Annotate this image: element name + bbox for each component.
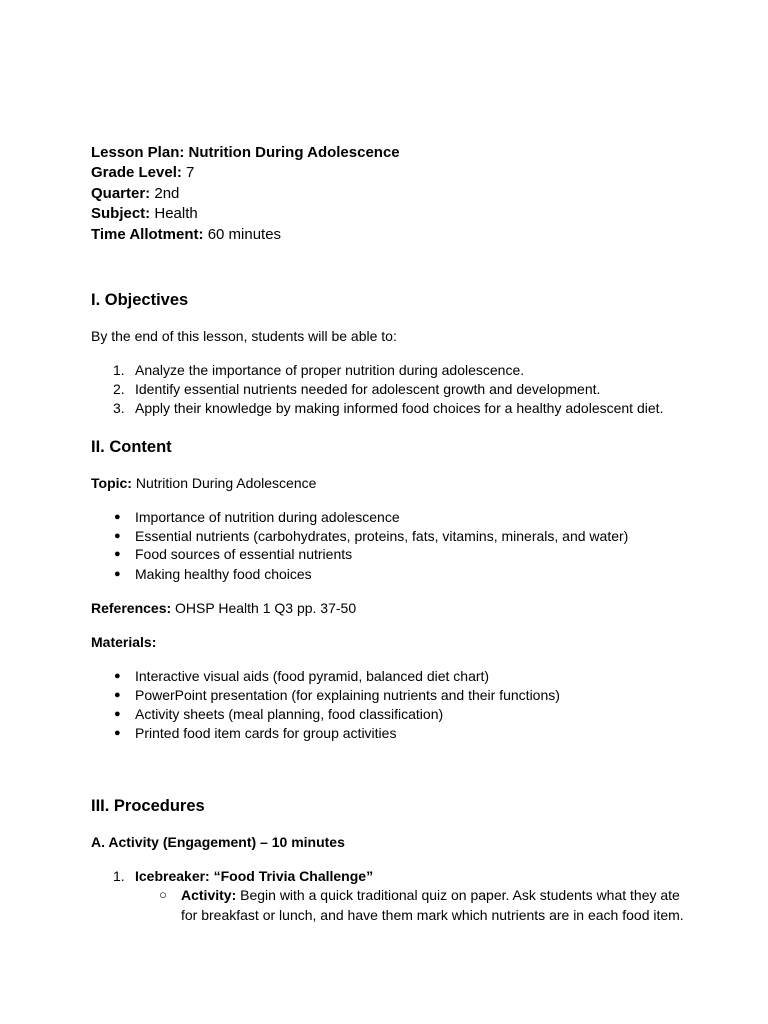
activity-description xyxy=(181,886,691,925)
bullet-icon: ● xyxy=(114,689,121,701)
subject-line xyxy=(91,204,198,224)
bullet-icon: ● xyxy=(114,568,121,580)
procedure-number: 1. xyxy=(113,868,125,884)
bullet-icon: ● xyxy=(114,708,121,720)
objective-number: 2. xyxy=(113,381,125,397)
time-allotment-label: Time Allotment: xyxy=(91,226,204,243)
bullet-icon: ● xyxy=(114,530,121,542)
objective-number: 3. xyxy=(113,400,125,416)
bullet-icon: ● xyxy=(114,727,121,739)
bullet-icon: ● xyxy=(114,511,121,523)
materials-item: PowerPoint presentation (for explaining nutrients and their functions) xyxy=(135,687,560,703)
bullet-icon: ● xyxy=(114,548,121,560)
lesson-title: Lesson Plan: Nutrition During Adolescence xyxy=(91,144,400,161)
objective-item: Analyze the importance of proper nutrition during adolescence. xyxy=(135,362,525,378)
bullet-icon: ● xyxy=(114,670,121,682)
objectives-intro: By the end of this lesson, students will be able to: xyxy=(91,328,397,344)
procedures-heading: III. Procedures xyxy=(91,797,205,815)
materials-item: Interactive visual aids (food pyramid, balanced diet chart) xyxy=(135,668,490,684)
materials-item: Printed food item cards for group activities xyxy=(135,725,397,741)
procedure-item-title: Icebreaker: “Food Trivia Challenge” xyxy=(135,868,374,884)
materials-item: Activity sheets (meal planning, food classification) xyxy=(135,706,444,722)
quarter-label: Quarter: xyxy=(91,185,151,202)
subject-label: Subject: xyxy=(91,205,151,222)
topic-line xyxy=(91,474,316,492)
materials-label: Materials: xyxy=(91,634,157,650)
topic-item: Food sources of essential nutrients xyxy=(135,546,353,562)
activity-label: Activity: xyxy=(181,887,237,903)
time-allotment-value: 60 minutes xyxy=(207,226,282,243)
quarter-line xyxy=(91,184,179,204)
subject-value: Health xyxy=(154,205,198,222)
grade-level-label: Grade Level: xyxy=(91,164,182,181)
quarter-value: 2nd xyxy=(154,185,180,202)
objective-item: Apply their knowledge by making informed food choices for a healthy adolescent diet. xyxy=(135,400,664,416)
topic-item: Importance of nutrition during adolescence xyxy=(135,509,400,525)
topic-label: Topic: xyxy=(91,475,132,491)
objective-number: 1. xyxy=(113,362,125,378)
objectives-heading: I. Objectives xyxy=(91,291,189,309)
topic-item: Essential nutrients (carbohydrates, proteins, fats, vitamins, minerals, and water) xyxy=(135,528,629,544)
references-label: References: xyxy=(91,600,172,616)
grade-level-value: 7 xyxy=(186,164,195,181)
grade-level-line xyxy=(91,163,194,183)
topic-value: Nutrition During Adolescence xyxy=(135,475,317,491)
topic-item: Making healthy food choices xyxy=(135,566,312,582)
activity-text: Begin with a quick traditional quiz on paper. Ask students what they ate for breakfast or lunch, and have them mark which nutrients are in each food item. xyxy=(181,887,684,923)
content-heading: II. Content xyxy=(91,438,172,456)
objective-item: Identify essential nutrients needed for adolescent growth and development. xyxy=(135,381,601,397)
section-a-heading: A. Activity (Engagement) – 10 minutes xyxy=(91,834,345,850)
time-allotment-line xyxy=(91,225,281,245)
hollow-bullet-icon: ○ xyxy=(159,887,167,902)
references-value: OHSP Health 1 Q3 pp. 37-50 xyxy=(175,600,357,616)
references-line xyxy=(91,599,356,617)
